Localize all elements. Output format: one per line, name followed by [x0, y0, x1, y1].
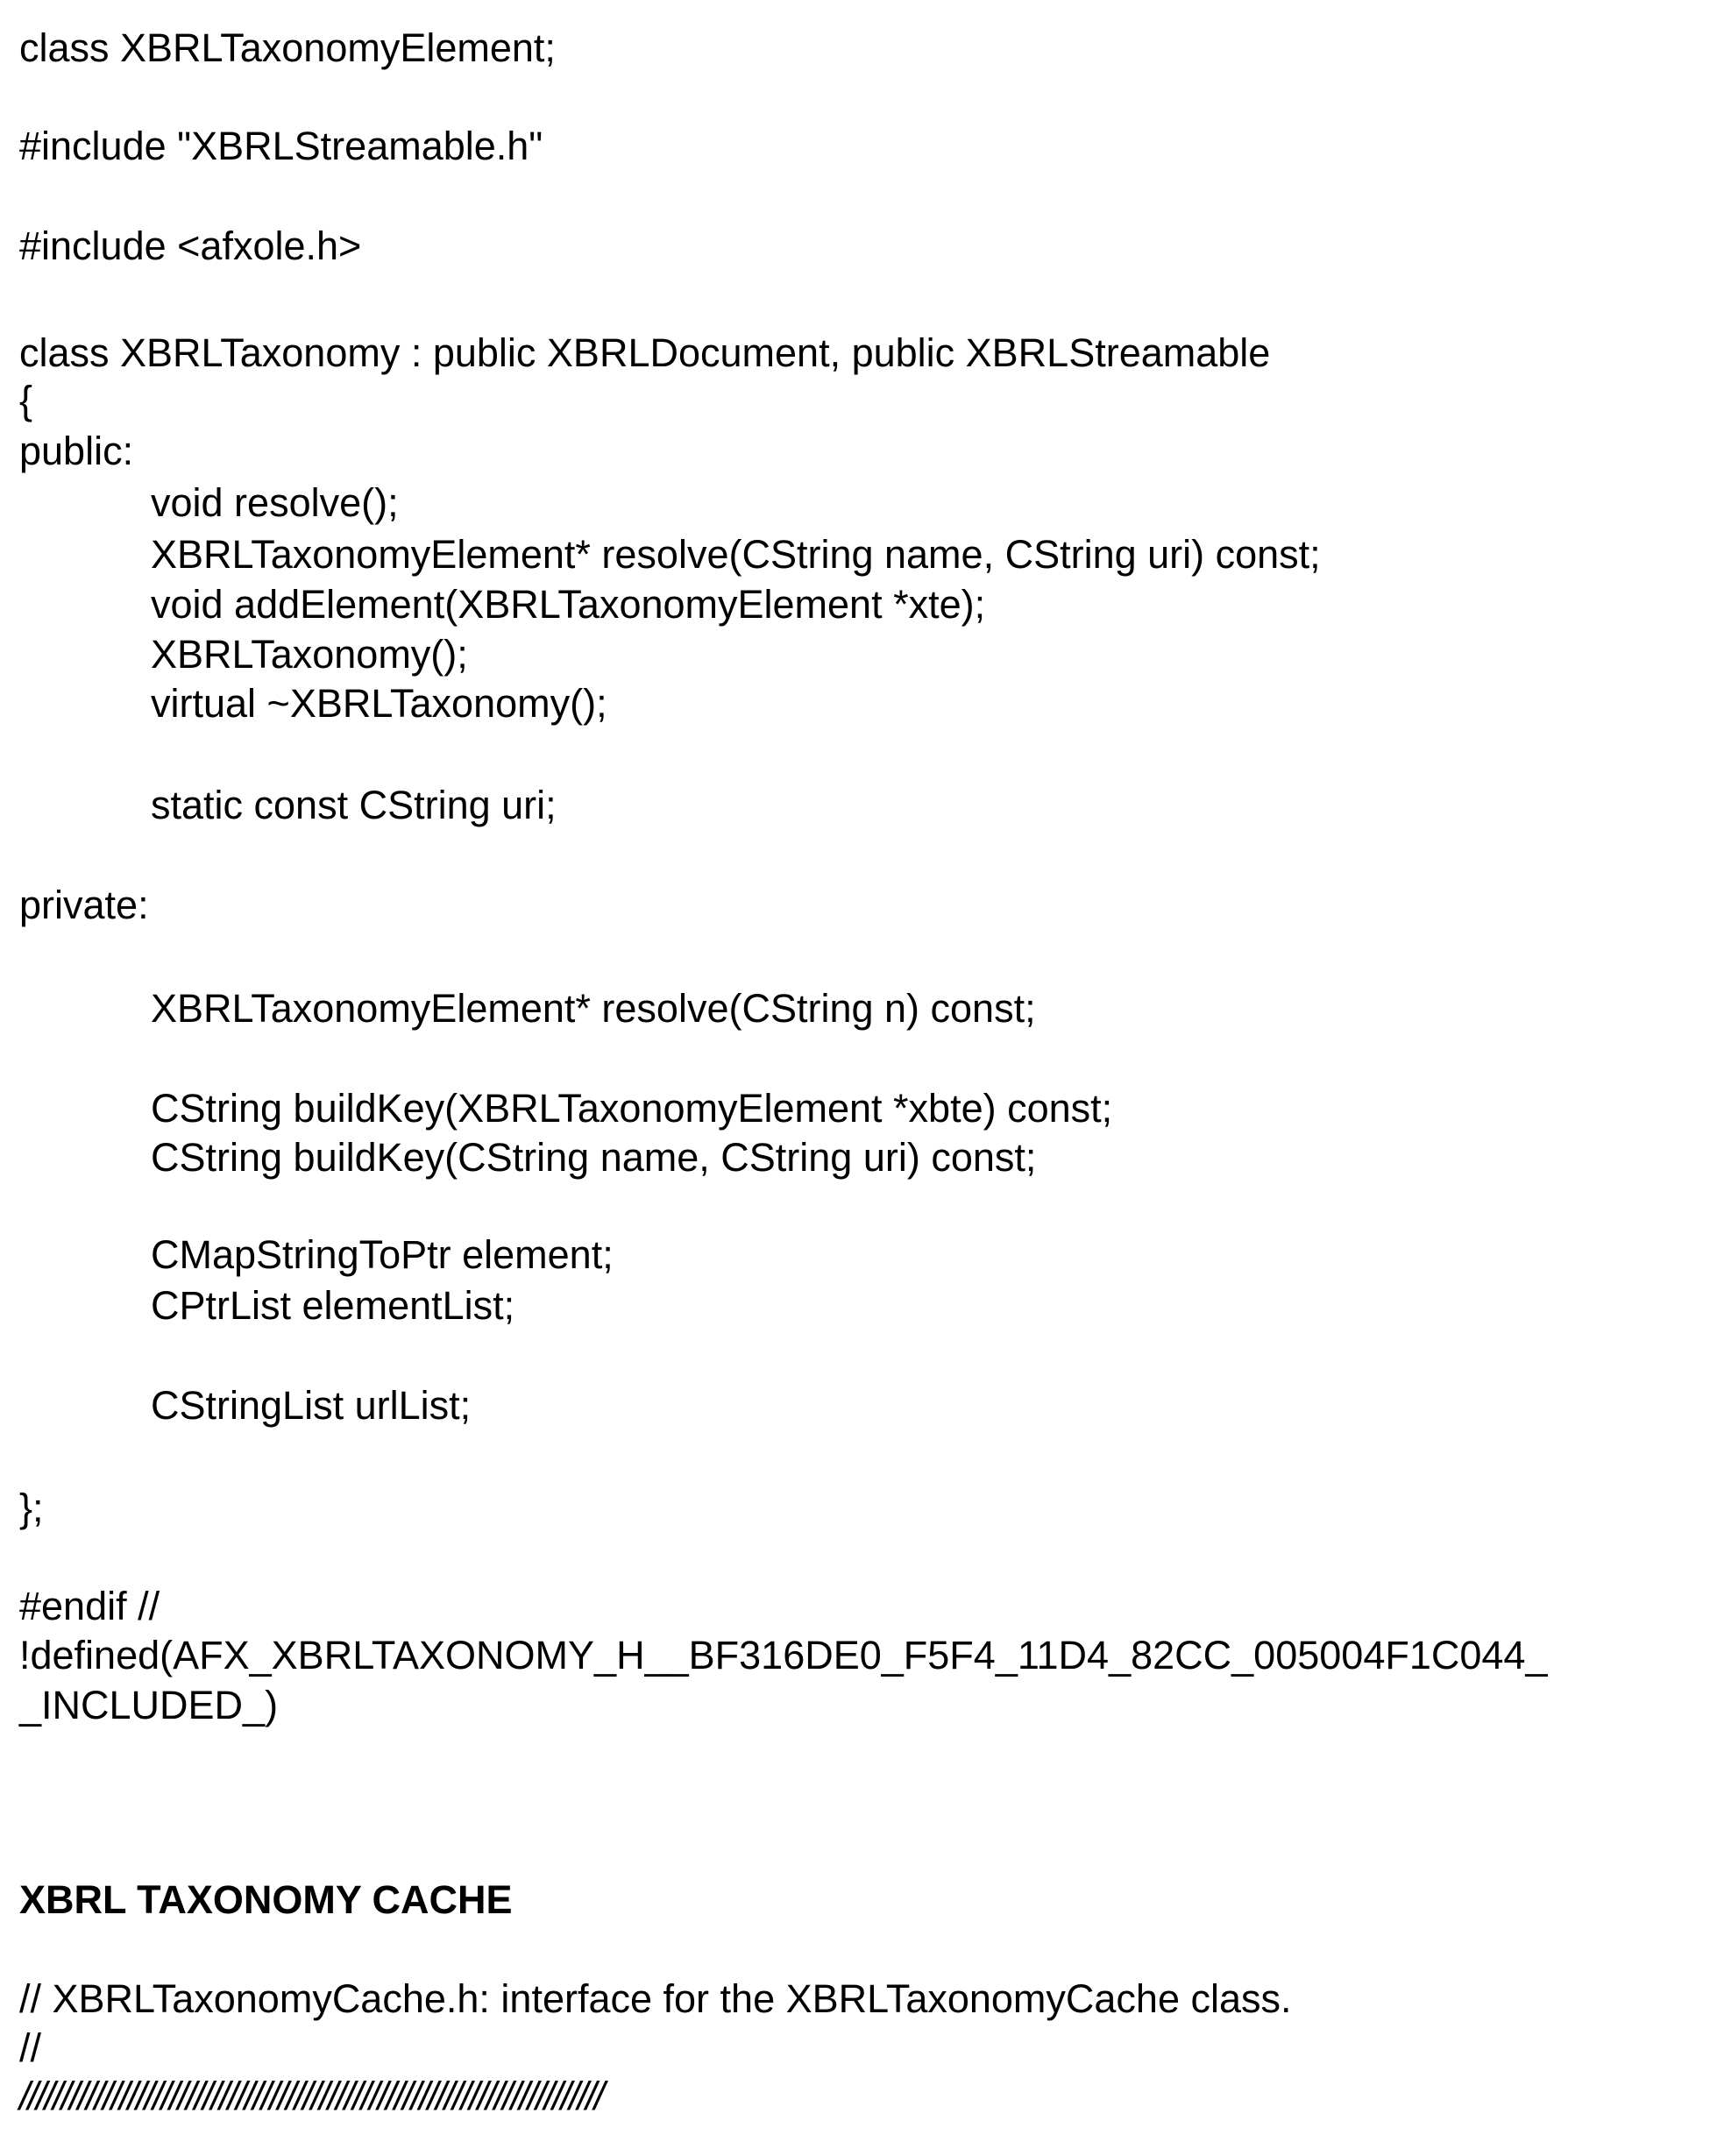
code-line: class XBRLTaxonomyElement;: [19, 24, 556, 73]
code-line: virtual ~XBRLTaxonomy();: [151, 679, 607, 728]
code-line: XBRLTaxonomyElement* resolve(CString n) const;: [151, 984, 1036, 1033]
code-line: CPtrList elementList;: [151, 1281, 514, 1330]
code-line: #include "XBRLStreamable.h": [19, 122, 543, 171]
code-line: CString buildKey(CString name, CString uri) const;: [151, 1133, 1036, 1182]
code-line: static const CString uri;: [151, 781, 557, 830]
comment-divider: //////////////////////////////////////////////////////////////////////: [19, 2072, 602, 2121]
code-line: CString buildKey(XBRLTaxonomyElement *xbte) const;: [151, 1084, 1112, 1133]
code-line: CMapStringToPtr element;: [151, 1230, 614, 1280]
code-line: XBRLTaxonomyElement* resolve(CString name, CString uri) const;: [151, 530, 1321, 579]
code-line: // XBRLTaxonomyCache.h: interface for the XBRLTaxonomyCache class.: [19, 1975, 1292, 2024]
code-line: public:: [19, 427, 133, 476]
section-heading: XBRL TAXONOMY CACHE: [19, 1876, 513, 1925]
code-line: #include <afxole.h>: [19, 222, 361, 271]
code-line: CStringList urlList;: [151, 1381, 471, 1430]
code-line: #endif //: [19, 1582, 160, 1631]
code-line: class XBRLTaxonomy : public XBRLDocument, public XBRLStreamable: [19, 329, 1270, 378]
code-line: };: [19, 1484, 44, 1533]
code-line: {: [19, 376, 32, 425]
code-line: XBRLTaxonomy();: [151, 630, 468, 679]
code-line: private:: [19, 881, 149, 930]
code-line: void resolve();: [151, 479, 399, 528]
code-line: _INCLUDED_): [19, 1681, 278, 1730]
code-line: //: [19, 2024, 41, 2073]
code-line: !defined(AFX_XBRLTAXONOMY_H__BF316DE0_F5F4_11D4_82CC_005004F1C044_: [19, 1631, 1547, 1680]
code-line: void addElement(XBRLTaxonomyElement *xte);: [151, 580, 985, 629]
